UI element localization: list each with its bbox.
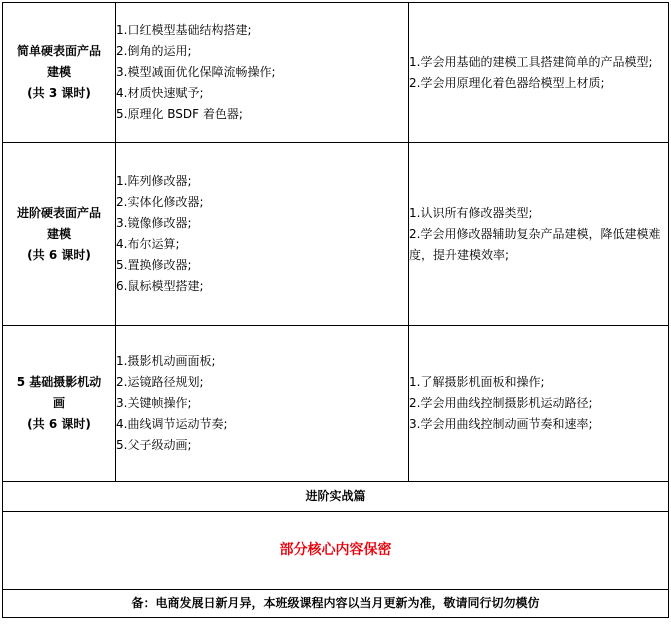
confidential-row: [3, 512, 669, 590]
goal-item: 1.认识所有修改器类型;: [409, 205, 533, 220]
goal-item: 2.学会用原理化着色器给模型上材质;: [409, 75, 605, 90]
module-goals-cell: [409, 143, 669, 326]
goal-item: 2.学会用曲线控制摄影机运动路径;: [409, 396, 593, 410]
module-title-line: 建模: [46, 226, 71, 241]
goal-item: 2.学会用修改器辅助复杂产品建模，降低建模难度，提升建模效率;: [409, 226, 661, 262]
content-item: 6.鼠标模型搭建;: [116, 279, 204, 293]
module-title-cell: [3, 326, 116, 482]
module-row: [3, 143, 669, 326]
goal-item: 3.学会用曲线控制动画节奏和速率;: [409, 417, 593, 431]
module-title-line: 建模: [46, 65, 71, 79]
module-contents-cell: [116, 143, 409, 326]
module-title-line: 进阶硬表面产品: [16, 205, 101, 220]
module-row: [3, 326, 669, 482]
content-item: 1.口红模型基础结构搭建;: [116, 23, 252, 37]
content-item: 2.倒角的运用;: [116, 44, 192, 58]
goal-item: 1.学会用基础的建模工具搭建简单的产品模型;: [409, 54, 653, 69]
content-item: 4.曲线调节运动节奏;: [116, 417, 228, 431]
content-item: 5.父子级动画;: [116, 438, 192, 452]
module-goals-cell: [409, 326, 669, 482]
module-hours: (共 3 课时): [27, 86, 91, 100]
confidential-notice: 部分核心内容保密: [3, 512, 669, 590]
course-table: [2, 2, 669, 618]
module-hours: (共 6 课时): [27, 417, 91, 431]
module-title-cell: [3, 3, 116, 143]
module-contents-cell: [116, 326, 409, 482]
module-contents-cell: [116, 3, 409, 143]
module-title-line: 简单硬表面产品: [16, 44, 101, 58]
content-item: 5.原理化 BSDF 着色器;: [116, 107, 243, 121]
module-title-line: 5 基础摄影机动: [16, 375, 102, 389]
content-item: 2.实体化修改器;: [116, 195, 204, 209]
content-item: 4.布尔运算;: [116, 237, 180, 251]
section-header-row: [3, 482, 669, 512]
content-item: 5.置换修改器;: [116, 258, 192, 272]
footer-note: 备：电商发展日新月异，本班级课程内容以当月更新为准，敬请同行切勿模仿: [3, 590, 669, 618]
module-goals-cell: [409, 3, 669, 143]
module-hours: (共 6 课时): [27, 247, 91, 262]
module-row: [3, 3, 669, 143]
content-item: 1.阵列修改器;: [116, 174, 192, 188]
content-item: 3.镜像修改器;: [116, 216, 192, 230]
module-title-cell: [3, 143, 116, 326]
content-item: 3.模型减面优化保障流畅操作;: [116, 65, 276, 79]
goal-item: 1.了解摄影机面板和操作;: [409, 375, 545, 389]
footer-row: [3, 590, 669, 618]
content-item: 2.运镜路径规划;: [116, 375, 204, 389]
content-item: 4.材质快速赋予;: [116, 86, 204, 100]
content-item: 1.摄影机动画面板;: [116, 354, 216, 368]
module-title-line: 画: [52, 396, 65, 410]
content-item: 3.关键帧操作;: [116, 396, 192, 410]
section-header: 进阶实战篇: [3, 482, 669, 512]
